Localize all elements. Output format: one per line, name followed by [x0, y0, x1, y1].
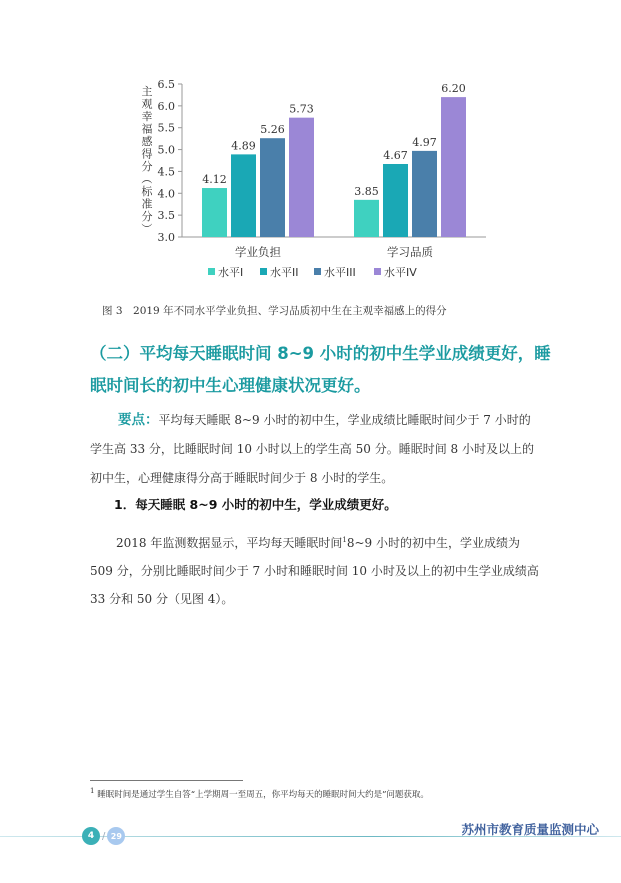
y-tick-label: 3.5 — [157, 209, 175, 223]
legend-swatch — [374, 268, 381, 275]
subsection-heading: 1．每天睡眠 8~9 小时的初中生，学业成绩更好。 — [114, 497, 397, 512]
publisher-name: 苏州市教育质量监测中心 — [461, 822, 599, 837]
page-indicator — [82, 826, 130, 846]
legend-swatch — [314, 268, 321, 275]
chart-bar — [202, 188, 227, 237]
y-axis-label-char: ） — [140, 223, 153, 234]
chart-bar — [289, 118, 314, 237]
y-axis-label-char: 标 — [141, 185, 153, 198]
footnote — [90, 786, 429, 800]
chart-bar — [260, 138, 285, 237]
chart-bar — [412, 151, 437, 237]
bar-data-label: 6.20 — [441, 82, 466, 96]
keypoint-text: 平均每天睡眠 8~9 小时的初中生，学业成绩比睡眠时间少于 7 小时的学生高 33 分，比睡眠时间 10 小时以上的学生高 50 分。睡眠时间 8 小时及以上的初中生，心理健康得分高于睡眠时间少于 8 小时的学生。 — [90, 413, 534, 485]
legend-label: 水平IV — [384, 266, 417, 279]
footnote-divider — [90, 780, 243, 781]
y-tick-label: 4.0 — [157, 187, 175, 201]
y-tick-label: 4.5 — [157, 165, 175, 179]
bar-data-label: 4.97 — [412, 135, 437, 149]
chart-bar — [441, 97, 466, 237]
keypoint-block — [90, 406, 542, 493]
legend-label: 水平III — [324, 266, 356, 279]
y-axis-label-char: 准 — [141, 197, 153, 211]
bar-data-label: 5.73 — [289, 102, 314, 116]
x-category-label: 学习品质 — [387, 245, 433, 259]
section-heading: （二）平均每天睡眠时间 8~9 小时的初中生学业成绩更好，睡眠时间长的初中生心理健康状况更好。 — [90, 344, 551, 395]
y-tick-label: 6.5 — [157, 78, 175, 91]
bar-data-label: 4.89 — [231, 139, 256, 153]
paragraph-text-1: 2018 年监测数据显示，平均每天睡眠时间 — [116, 536, 343, 550]
y-axis-label-char: 主 — [141, 85, 153, 98]
y-axis-label-char: 分 — [141, 210, 153, 223]
legend-swatch — [208, 268, 215, 275]
page-total: 29 — [107, 827, 125, 845]
figure-caption: 图 3 2019 年不同水平学业负担、学习品质初中生在主观幸福感上的得分 — [102, 305, 447, 317]
keypoint-label: 要点： — [118, 412, 159, 428]
bar-data-label: 3.85 — [354, 184, 379, 198]
y-axis-label-char: 得 — [141, 147, 153, 161]
footnote-ref[interactable]: 1 — [342, 536, 347, 544]
footnote-text: 睡眠时间是通过学生自答“上学期周一至周五，你平均每天的睡眠时间大约是”问题获取。 — [97, 789, 429, 800]
x-category-label: 学业负担 — [235, 245, 281, 259]
chart-bar — [383, 164, 408, 237]
body-paragraph — [90, 526, 542, 613]
y-axis-label-char: 福 — [141, 122, 153, 136]
bar-chart — [0, 0, 621, 300]
bar-data-label: 4.12 — [202, 173, 227, 187]
bar-data-label: 5.26 — [260, 123, 285, 137]
chart-svg — [0, 0, 621, 300]
paragraph-text-2: 8~9 小时的初中生，学业成绩为 509 分，分别比睡眠时间少于 7 小时和睡眠时间 10 小时及以上的初中生学业成绩高 33 分和 50 分（见图 4）。 — [90, 536, 539, 606]
y-tick-label: 5.5 — [157, 121, 175, 135]
legend-swatch — [260, 268, 267, 275]
y-tick-label: 3.0 — [157, 231, 175, 244]
y-axis-label-char: 观 — [141, 97, 153, 111]
y-tick-label: 5.0 — [157, 143, 175, 157]
bar-data-label: 4.67 — [383, 148, 408, 162]
page-number: 4 — [82, 827, 100, 845]
chart-bar — [231, 154, 256, 237]
y-axis-label-char: 幸 — [141, 110, 153, 123]
y-axis-label-char: （ — [140, 173, 153, 184]
legend-label: 水平I — [218, 266, 244, 279]
chart-bar — [354, 200, 379, 237]
footnote-mark: 1 — [90, 786, 95, 795]
y-tick-label: 6.0 — [157, 99, 175, 113]
y-axis-label-char: 感 — [141, 135, 153, 148]
legend-label: 水平II — [270, 266, 299, 279]
y-axis-label-char: 分 — [141, 160, 153, 173]
page-separator: / — [102, 830, 106, 842]
